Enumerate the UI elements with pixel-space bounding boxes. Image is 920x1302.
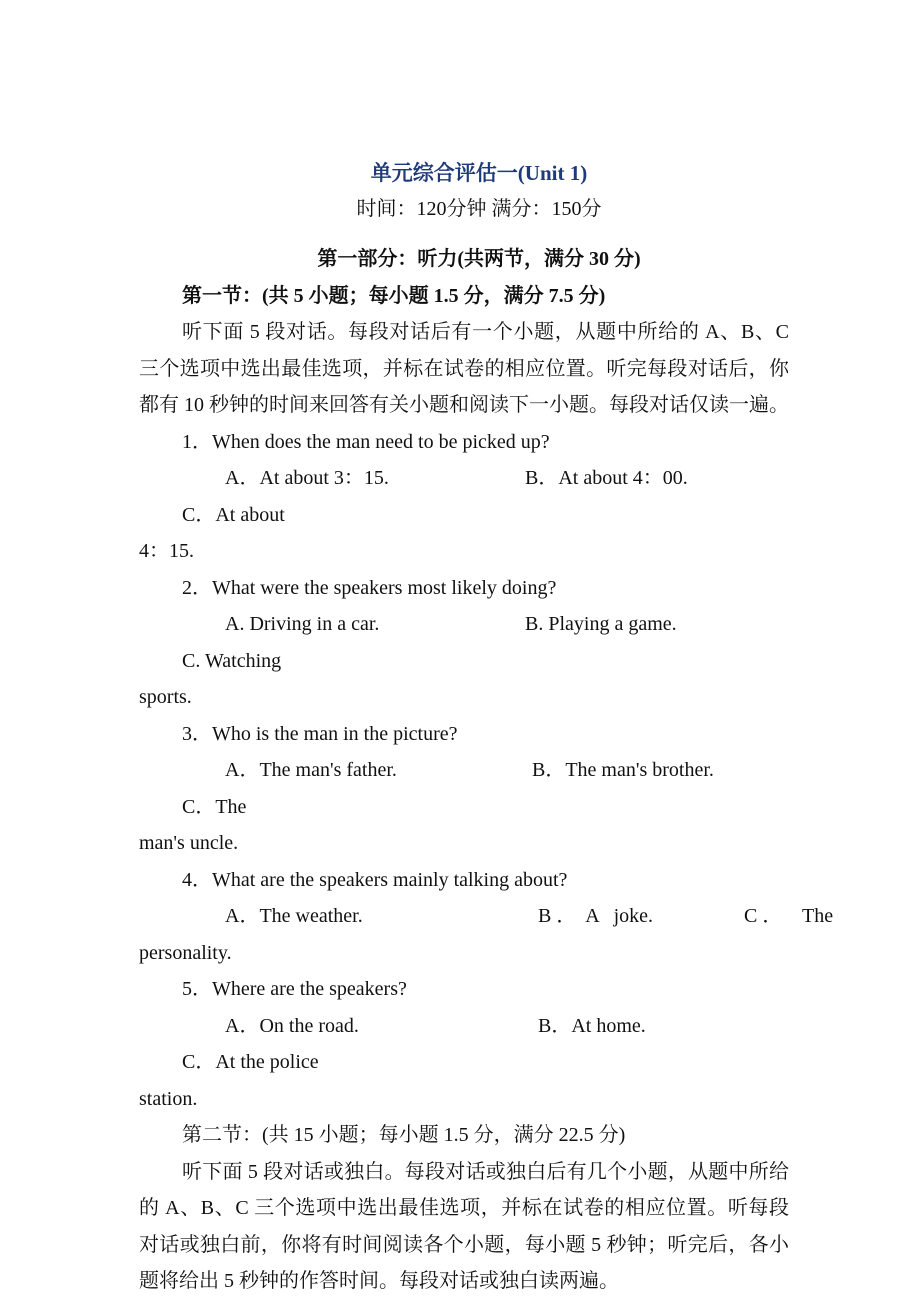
- question-3-option-c-cont: man's uncle.: [139, 832, 239, 854]
- question-1-options: [139, 460, 789, 533]
- section2-instructions: 听下面 5 段对话或独白。每段对话或独白后有几个小题，从题中所给的 A、B、C 三个选项中选出最佳选项，并标在试卷的相应位置。听每段对话或独白前，你将有时间阅读各个小题，每小题 5 秒钟；听完后，各小题将给出 5 秒钟的作答时间。每段对话或独白读两遍。: [139, 1160, 789, 1292]
- section1-heading: 第一节：(共 5 小题；每小题 1.5 分，满分 7.5 分): [182, 284, 606, 307]
- part1-heading: 第一部分：听力(共两节，满分 30 分): [317, 248, 641, 270]
- question-2-options: [139, 606, 789, 679]
- question-2-stem: 2．What were the speakers most likely doing?: [182, 576, 557, 599]
- question-5-option-c-cont: station.: [139, 1087, 198, 1110]
- question-5-option-c: C．At the police: [182, 1051, 319, 1073]
- question-5-stem: 5．Where are the speakers?: [182, 978, 407, 1000]
- document-title: 单元综合评估一(Unit 1): [370, 161, 588, 185]
- question-2-option-a: A. Driving in a car.: [225, 613, 380, 635]
- question-4-options: [139, 898, 834, 935]
- question-5-options: [139, 1008, 789, 1081]
- question-1-option-c: C．At about: [182, 503, 285, 526]
- question-1-stem: 1．When does the man need to be picked up?: [182, 430, 550, 453]
- question-3-stem: 3．Who is the man in the picture?: [182, 722, 458, 745]
- question-4-option-c-cont: personality.: [139, 941, 232, 964]
- time-and-score: 时间：120分钟 满分：150分: [356, 198, 602, 220]
- question-2-option-b: B. Playing a game.: [525, 613, 677, 635]
- question-3-option-b: B．The man's brother.: [532, 759, 714, 781]
- question-5-option-a: A．On the road.: [225, 1014, 359, 1037]
- document-page: [139, 155, 834, 1300]
- question-4-option-c: C ． The: [744, 905, 834, 927]
- section1-instructions: 听下面 5 段对话。每段对话后有一个小题，从题中所给的 A、B、C 三个选项中选出最佳选项，并标在试卷的相应位置。听完每段对话后，你都有 10 秒钟的时间来回答有关小题和阅读下一小题。每段对话仅读一遍。: [139, 321, 789, 416]
- question-1-option-a: A．At about 3：15.: [225, 467, 389, 489]
- question-2-option-c: C. Watching: [182, 649, 282, 672]
- question-2-option-c-cont: sports.: [139, 686, 192, 708]
- question-1-option-c-cont: 4：15.: [139, 540, 194, 562]
- question-4-option-a: A．The weather.: [225, 905, 363, 927]
- question-3-option-c: C．The: [182, 795, 247, 818]
- question-3-option-a: A．The man's father.: [225, 759, 397, 781]
- question-1-option-b: B．At about 4：00.: [525, 467, 688, 489]
- section2-heading: 第二节：(共 15 小题；每小题 1.5 分，满分 22.5 分): [182, 1124, 626, 1146]
- question-5-option-b: B．At home.: [538, 1014, 646, 1037]
- question-4-stem: 4．What are the speakers mainly talking about?: [182, 868, 568, 891]
- question-3-options: [139, 752, 789, 825]
- question-4-option-b: B ． A joke.: [538, 905, 654, 927]
